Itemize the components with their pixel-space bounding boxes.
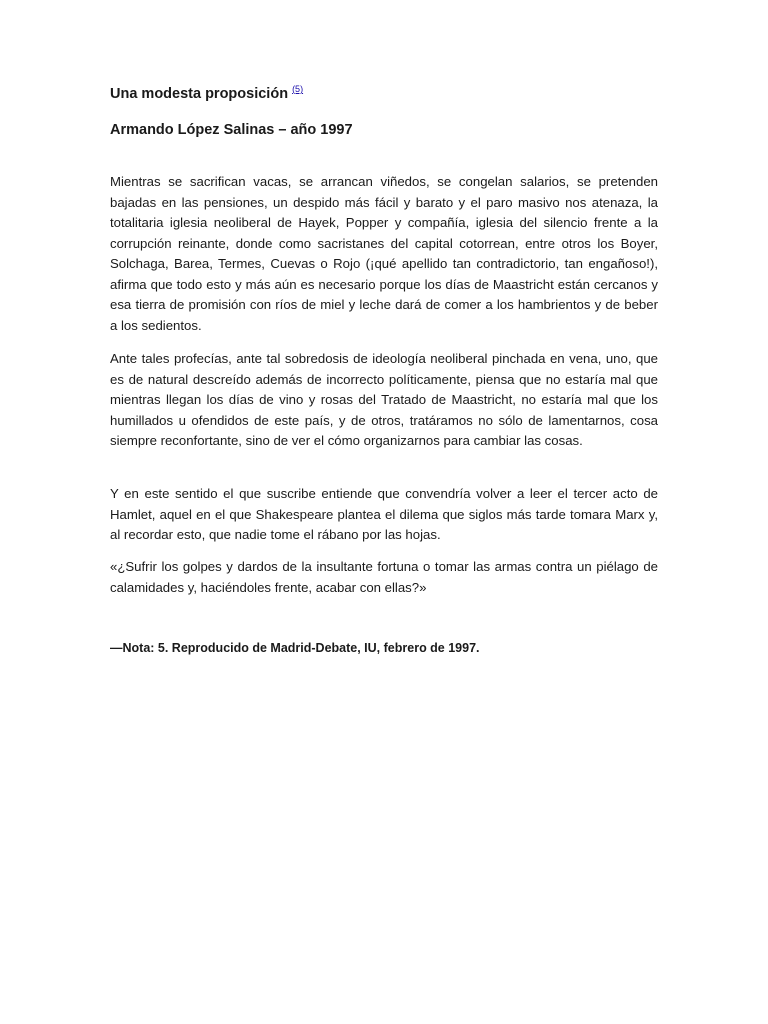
paragraph-2: Ante tales profecías, ante tal sobredosis de ideología neoliberal pinchada en vena, uno, que es de natural descreído además de incorrecto políticamente, piensa que no estaría mal que mientras llegan los días de vino y rosas del Tratado de Maastricht, no estaría mal que los humillados u ofendidos de este país, y de otros, tratáramos no sólo de lamentarnos, cosa siempre reconfortante, sino de ver el cómo organizarnos para cambiar las cosas. (110, 351, 658, 448)
footnote-ref-link[interactable]: (5) (292, 84, 304, 94)
document-title (110, 84, 303, 102)
quote-paragraph: «¿Sufrir los golpes y dardos de la insultante fortuna o tomar las armas contra un piélago de calamidades y, haciéndoles frente, acabar con ellas?» (110, 559, 658, 595)
paragraph-1: Mientras se sacrifican vacas, se arrancan viñedos, se congelan salarios, se pretenden bajadas en las pensiones, un despido más fácil y barato y el paro masivo nos atenaza, la totalitaria iglesia neoliberal de Hayek, Popper y compañía, iglesia del silencio frente a la corrupción reinante, donde como sacristanes del capital cotorrean, entre otros los Boyer, Solchaga, Barea, Termes, Cuevas o Rojo (¡qué apellido tan contradictorio, tan engañoso!), afirma que todo esto y más aún es necesario porque los días de Maastricht están cercanos y esa tierra de promisión con ríos de miel y leche dará de comer a los hambrientos y de beber a los sedientos. (110, 174, 658, 333)
paragraph-3: Y en este sentido el que suscribe entiende que convendría volver a leer el tercer acto de Hamlet, aquel en el que Shakespeare plantea el dilema que siglos más tarde tomara Marx y, al recordar esto, que nadie tome el rábano por las hojas. (110, 486, 658, 542)
author-line: Armando López Salinas – año 1997 (110, 122, 353, 138)
title-text: Una modesta proposición (110, 85, 289, 102)
footnote-note: —Nota: 5. Reproducido de Madrid-Debate, IU, febrero de 1997. (110, 641, 480, 655)
